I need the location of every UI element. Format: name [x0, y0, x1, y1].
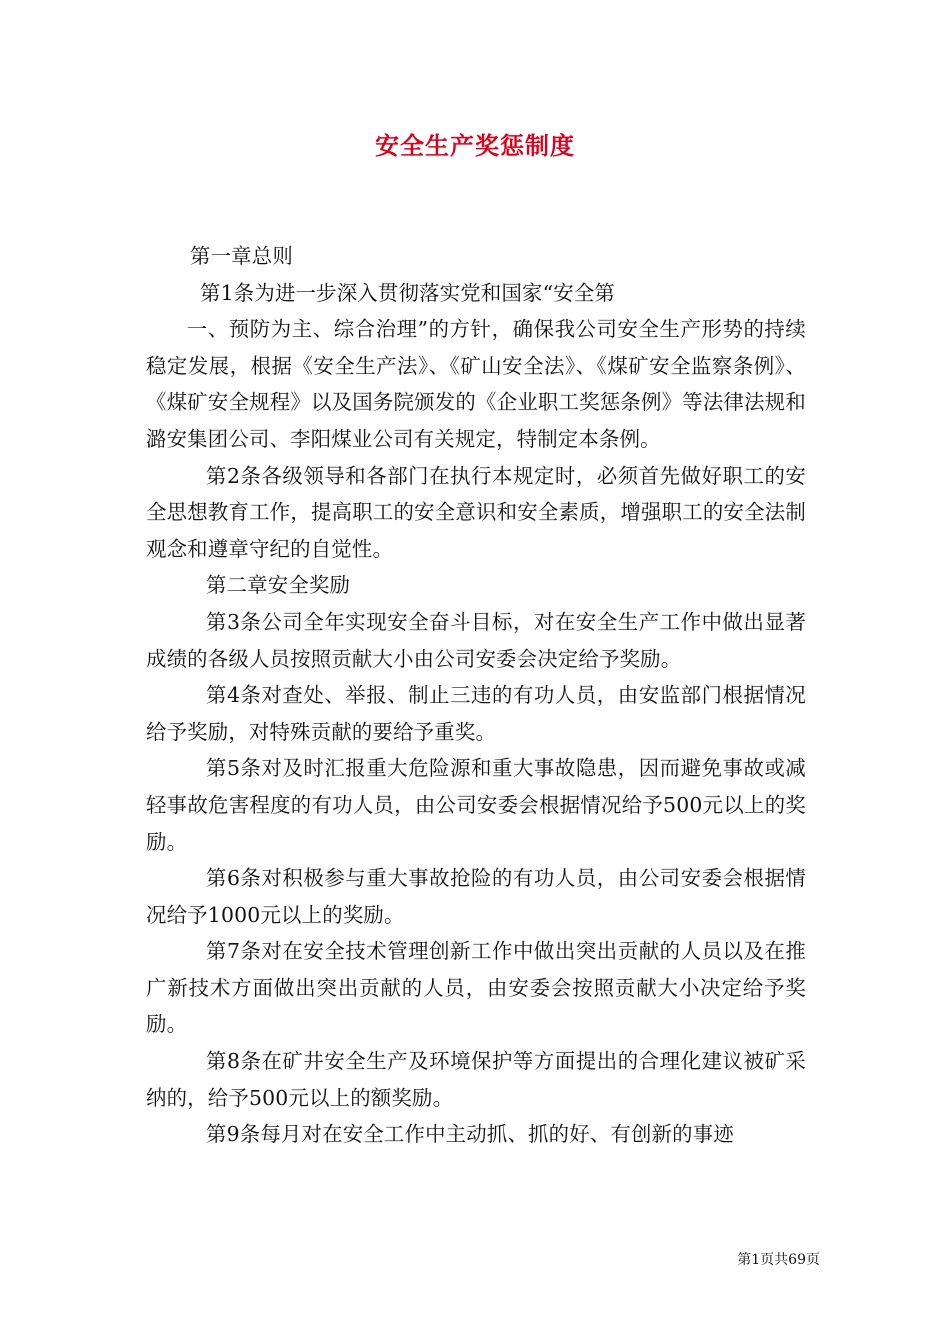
article-continuation: 一、预防为主、综合治理”的方针，确保我公司安全生产形势的持续稳定发展，根据《安全生产法》、《矿山安全法》、《煤矿安全监察条例》、《煤矿安全规程》以及国务院颁发的《企业职工奖惩条例》等法律法规和潞安集团公司、李阳煤业公司有关规定，特制定本条例。 [146, 317, 806, 451]
article-paragraph: 第5条对及时汇报重大危险源和重大事故隐患，因而避免事故或减轻事故危害程度的有功人员，由公司安委会根据情况给予500元以上的奖励。 [146, 756, 806, 854]
document-body [146, 238, 806, 1153]
article-paragraph: 第8条在矿井安全生产及环境保护等方面提出的合理化建议被矿采纳的，给予500元以上的额奖励。 [146, 1049, 806, 1110]
article-paragraph: 第6条对积极参与重大事故抢险的有功人员，由公司安委会根据情况给予1000元以上的奖励。 [146, 866, 806, 927]
chapter-heading: 第一章总则 [190, 244, 293, 268]
document-title: 安全生产奖惩制度 [375, 132, 575, 160]
page-number: 第1页共69页 [737, 1252, 820, 1268]
article-paragraph: 第3条公司全年实现安全奋斗目标，对在安全生产工作中做出显著成绩的各级人员按照贡献大小由公司安委会决定给予奖励。 [146, 609, 806, 671]
article-paragraph: 第4条对查处、举报、制止三违的有功人员，由安监部门根据情况给予奖励，对特殊贡献的要给予重奖。 [146, 683, 806, 744]
chapter-heading: 第二章安全奖励 [206, 573, 351, 598]
article-paragraph: 第9条每月对在安全工作中主动抓、抓的好、有创新的事迹 [206, 1122, 734, 1147]
article-paragraph: 第7条对在安全技术管理创新工作中做出突出贡献的人员以及在推广新技术方面做出突出贡献的人员，由安委会按照贡献大小决定给予奖励。 [146, 939, 806, 1037]
article-paragraph: 第2条各级领导和各部门在执行本规定时，必须首先做好职工的安全思想教育工作，提高职工的安全意识和安全素质，增强职工的安全法制观念和遵章守纪的自觉性。 [146, 463, 806, 561]
article-paragraph: 第1条为进一步深入贯彻落实党和国家“安全第 [200, 280, 616, 305]
